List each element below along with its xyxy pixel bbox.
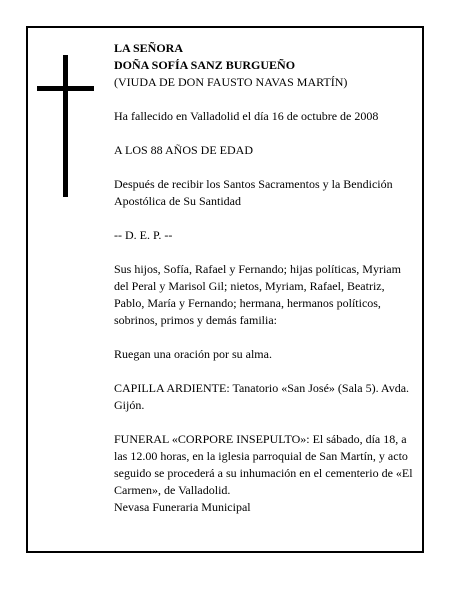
cross-vertical-bar	[63, 55, 68, 197]
chapel-info: CAPILLA ARDIENTE: Tanatorio «San José» (Sala 5). Avda. Gijón.	[114, 381, 410, 412]
header-title: LA SEÑORA	[114, 41, 184, 55]
funeral-info: FUNERAL «CORPORE INSEPULTO»: El sábado, día 18, a las 12.00 horas, en la iglesia parroquial de San Martín, y acto seguido se procederá a su inhumación en el cementerio de «El Carmen», de Valladolid.	[114, 432, 413, 497]
cross-horizontal-bar	[37, 86, 94, 91]
funeral-home: Nevasa Funeraria Municipal	[114, 500, 251, 514]
rip-line: -- D. E. P. --	[114, 228, 173, 242]
family-paragraph: Sus hijos, Sofía, Rafael y Fernando; hijas políticas, Myriam del Peral y Marisol Gil; nietos, Myriam, Rafael, Beatriz, Pablo, María y Fernando; hermana, hermanos políticos, sobrinos, primos y demás familia:	[114, 262, 401, 327]
widow-note: (VIUDA DE DON FAUSTO NAVAS MARTÍN)	[114, 75, 348, 89]
deceased-name: DOÑA SOFÍA SANZ BURGUEÑO	[114, 58, 296, 72]
sacraments-paragraph: Después de recibir los Santos Sacramentos y la Bendición Apostólica de Su Santidad	[114, 177, 393, 208]
obituary-text	[114, 40, 414, 516]
notice-header	[114, 40, 414, 91]
age-line: A LOS 88 AÑOS DE EDAD	[114, 143, 254, 157]
prayer-request: Ruegan una oración por su alma.	[114, 347, 272, 361]
death-announcement: Ha fallecido en Valladolid el día 16 de octubre de 2008	[114, 109, 379, 123]
